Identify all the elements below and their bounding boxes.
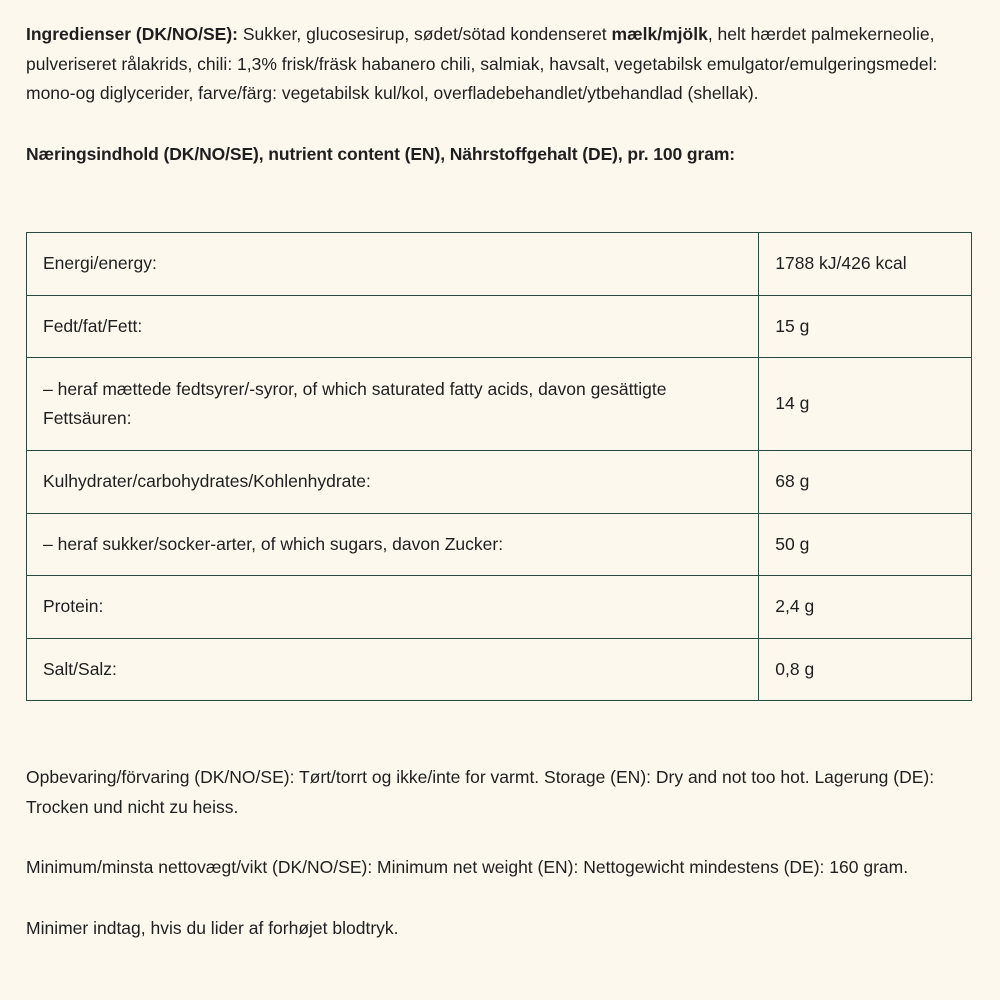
nutrient-name: Protein: xyxy=(27,576,759,639)
nutrition-row-fat xyxy=(27,295,972,358)
nutrient-name: – heraf sukker/socker-arter, of which sugars, davon Zucker: xyxy=(27,513,759,576)
nutrient-value: 50 g xyxy=(759,513,972,576)
nutrient-value: 1788 kJ/426 kcal xyxy=(759,233,972,296)
ingredients-text-part2: , helt hærdet palmekerneolie, pulveriseret rålakrids, chili: 1,3% frisk/fräsk habanero chili, salmiak, havsalt, vegetabilsk emulgator/emulgeringsmedel: mono-og diglycerider, farve/färg: vegetabilsk kul/kol, overfladebehandlet/ytbehandlad (shellak). xyxy=(26,24,938,103)
ingredients-label: Ingredienser (DK/NO/SE): xyxy=(26,24,238,44)
nutrition-row-carbohydrates xyxy=(27,451,972,514)
nutrient-value: 2,4 g xyxy=(759,576,972,639)
nutrition-heading: Næringsindhold (DK/NO/SE), nutrient content (EN), Nährstoffgehalt (DE), pr. 100 gram: xyxy=(26,143,736,164)
nutrient-name: – heraf mættede fedtsyrer/-syror, of which saturated fatty acids, davon gesättigte Fettsäuren: xyxy=(27,358,759,451)
nutrition-table xyxy=(26,232,972,701)
nutrient-name: Kulhydrater/carbohydrates/Kohlenhydrate: xyxy=(27,451,759,514)
storage-paragraph: Opbevaring/förvaring (DK/NO/SE): Tørt/torrt og ikke/inte for varmt. Storage (EN): Dry and not too hot. Lagerung (DE): Trocken und nicht zu heiss. xyxy=(26,767,935,817)
net-weight-paragraph: Minimum/minsta nettovægt/vikt (DK/NO/SE): Minimum net weight (EN): Nettogewicht mindestens (DE): 160 gram. xyxy=(26,857,909,877)
nutrient-value: 15 g xyxy=(759,295,972,358)
nutrition-row-energy xyxy=(27,233,972,296)
nutrition-row-salt xyxy=(27,638,972,701)
nutrient-value: 14 g xyxy=(759,358,972,451)
nutrient-value: 0,8 g xyxy=(759,638,972,701)
ingredients-paragraph xyxy=(26,20,974,109)
blood-pressure-warning: Minimer indtag, hvis du lider af forhøjet blodtryk. xyxy=(26,917,399,938)
additional-info xyxy=(26,763,974,974)
nutrient-name: Salt/Salz: xyxy=(27,638,759,701)
nutrient-name: Fedt/fat/Fett: xyxy=(27,295,759,358)
nutrition-row-protein xyxy=(27,576,972,639)
ingredients-text-part1: Sukker, glucosesirup, sødet/sötad kondenseret xyxy=(237,24,612,44)
nutrition-row-sugars xyxy=(27,513,972,576)
nutrient-value: 68 g xyxy=(759,451,972,514)
ingredients-milk: mælk/mjölk xyxy=(611,24,708,44)
nutrient-name: Energi/energy: xyxy=(27,233,759,296)
nutrition-row-saturated-fat xyxy=(27,358,972,451)
